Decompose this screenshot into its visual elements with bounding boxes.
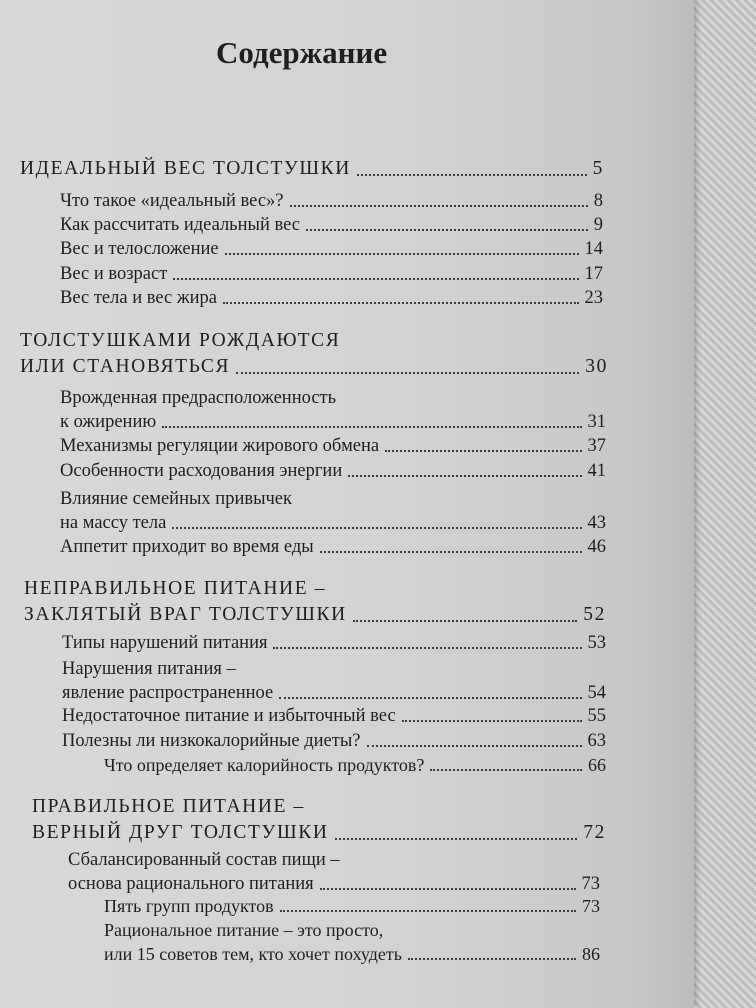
dot-leader	[172, 527, 581, 529]
entry-page: 55	[587, 706, 606, 726]
entry-title: Аппетит приходит во время еды	[60, 537, 314, 557]
entry-title: Полезны ли низкокалорийные диеты?	[62, 731, 361, 751]
chapter-2-title-line-1: ТОЛСТУШКАМИ РОЖДАЮТСЯ	[20, 330, 341, 351]
toc-entry	[60, 535, 606, 559]
chapter-3-page: 52	[583, 604, 606, 625]
toc-entry	[104, 894, 600, 918]
toc-entry	[60, 434, 606, 458]
dot-leader	[280, 910, 576, 912]
entry-page: 37	[587, 436, 606, 456]
toc-chapter-4	[32, 794, 606, 846]
entry-title-line-2: или 15 советов тем, кто хочет похудеть	[104, 944, 402, 964]
toc-entry	[62, 704, 606, 728]
entry-page: 46	[587, 537, 606, 557]
entry-page: 66	[588, 755, 606, 775]
toc-entry	[104, 918, 600, 966]
dot-leader	[306, 229, 588, 231]
entry-title-line-1: Сбалансированный состав пищи –	[68, 850, 340, 870]
chapter-1-title: ИДЕАЛЬНЫЙ ВЕС ТОЛСТУШКИ	[20, 158, 351, 179]
entry-title-line-1: Врожденная предрасположенность	[60, 388, 337, 408]
dot-leader	[353, 620, 577, 622]
toc-entry	[62, 631, 606, 655]
entry-title: Недостаточное питание и избыточный вес	[62, 706, 396, 726]
dot-leader	[408, 958, 576, 960]
dot-leader	[223, 302, 578, 304]
entry-title: Вес и возраст	[60, 264, 168, 284]
chapter-3-title-line-2: ЗАКЛЯТЫЙ ВРАГ ТОЛСТУШКИ	[24, 604, 347, 625]
entry-title: Типы нарушений питания	[62, 633, 268, 653]
entry-title-line-2: явление распространенное	[62, 683, 274, 703]
toc-entry	[60, 237, 603, 261]
toc-entry	[62, 657, 606, 705]
chapter-2-page: 30	[585, 356, 608, 377]
toc-entry	[104, 753, 606, 777]
dot-leader	[320, 888, 576, 890]
chapter-4-page: 72	[583, 822, 606, 843]
entry-title: Механизмы регуляции жирового обмена	[60, 436, 380, 456]
entry-page: 14	[584, 239, 603, 259]
entry-page: 8	[593, 191, 603, 211]
entry-title: Что определяет калорийность продуктов?	[104, 755, 425, 775]
dot-leader	[367, 745, 582, 747]
dot-leader	[385, 450, 581, 452]
entry-page: 23	[584, 288, 603, 308]
dot-leader	[430, 769, 582, 771]
entry-title: Как рассчитать идеальный вес	[60, 215, 300, 235]
dot-leader	[279, 697, 581, 699]
dot-leader	[320, 551, 582, 553]
entry-page: 73	[581, 874, 600, 894]
entry-page: 43	[587, 513, 606, 533]
entry-page: 9	[593, 215, 603, 235]
entry-title-line-2: на массу тела	[60, 513, 167, 533]
dot-leader	[290, 205, 588, 207]
entry-title-line-1: Рациональное питание – это просто,	[104, 920, 384, 940]
chapter-4-title-line-2: ВЕРНЫЙ ДРУГ ТОЛСТУШКИ	[32, 822, 329, 843]
entry-page: 73	[582, 896, 600, 916]
toc-entry	[60, 487, 606, 535]
chapter-4-title-line-1: ПРАВИЛЬНОЕ ПИТАНИЕ –	[32, 796, 305, 817]
background-surface	[686, 0, 756, 1008]
entry-page: 31	[587, 412, 606, 432]
dot-leader	[236, 372, 579, 374]
toc-chapter-3	[24, 576, 606, 628]
toc-entry	[60, 459, 606, 483]
entry-page: 53	[587, 633, 606, 653]
toc-entry	[62, 729, 606, 753]
chapter-1-page: 5	[592, 158, 604, 179]
chapter-3-title-line-1: НЕПРАВИЛЬНОЕ ПИТАНИЕ –	[24, 578, 327, 599]
entry-title-line-2: основа рационального питания	[68, 874, 314, 894]
toc-chapter-2	[20, 328, 608, 380]
entry-title: Пять групп продуктов	[104, 896, 274, 916]
toc-entry	[68, 848, 600, 896]
entry-page: 54	[587, 683, 606, 703]
toc-entry	[60, 213, 603, 237]
chapter-2-title-line-2: ИЛИ СТАНОВЯТЬСЯ	[20, 356, 231, 377]
dot-leader	[173, 278, 578, 280]
entry-title: Что такое «идеальный вес»?	[60, 191, 284, 211]
dot-leader	[273, 647, 581, 649]
page-title: Содержание	[216, 35, 388, 70]
entry-title-line-1: Влияние семейных привычек	[60, 489, 293, 509]
entry-title: Особенности расходования энергии	[60, 461, 343, 481]
entry-page: 86	[582, 944, 600, 964]
toc-chapter-1	[20, 156, 604, 182]
toc-entry	[60, 262, 603, 286]
entry-page: 41	[587, 461, 606, 481]
entry-title-line-1: Нарушения питания –	[62, 659, 236, 679]
entry-title-line-2: к ожирению	[60, 412, 157, 432]
dot-leader	[402, 720, 582, 722]
entry-title: Вес тела и вес жира	[60, 288, 218, 308]
dot-leader	[348, 475, 581, 477]
toc-entry	[60, 386, 606, 434]
dot-leader	[225, 253, 579, 255]
entry-title: Вес и телосложение	[60, 239, 219, 259]
dot-leader	[357, 174, 587, 176]
toc-entry	[60, 286, 603, 310]
dot-leader	[162, 426, 581, 428]
entry-page: 63	[587, 731, 606, 751]
toc-entry	[60, 189, 603, 213]
entry-page: 17	[584, 264, 603, 284]
dot-leader	[335, 838, 578, 840]
